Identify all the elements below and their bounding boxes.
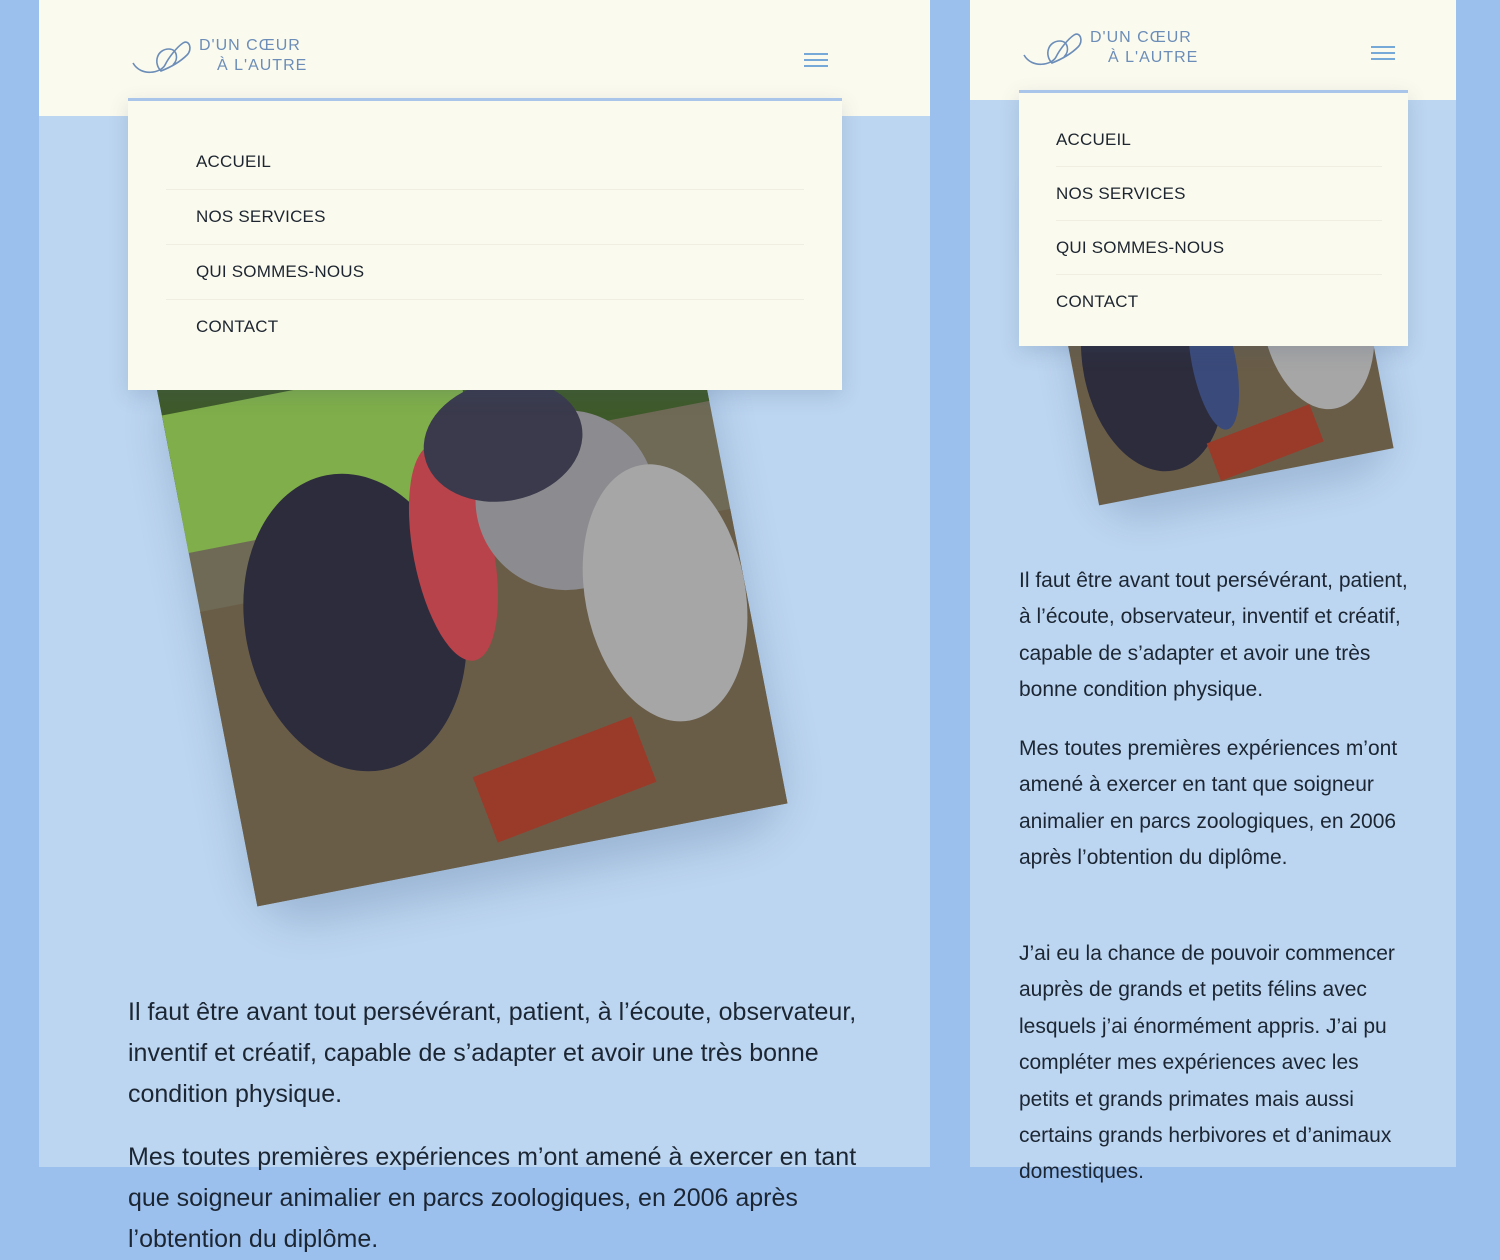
nav-item — [1056, 113, 1382, 167]
hamburger-line — [1371, 46, 1395, 48]
heart-logo-icon — [1022, 29, 1084, 67]
body-paragraph-2: Mes toutes premières expériences m’ont amené à exercer en tant que soigneur animalier en parcs zoologiques, en 2006 après l’obtention du diplôme. — [1019, 737, 1398, 870]
nav-item — [166, 190, 804, 245]
nav-item — [166, 135, 804, 190]
hamburger-line — [804, 65, 828, 67]
nav-link-accueil[interactable]: ACCUEIL — [196, 152, 272, 171]
nav-item — [166, 245, 804, 300]
hamburger-line — [804, 53, 828, 55]
mobile-nav-dropdown — [1019, 90, 1408, 346]
nav-item — [166, 300, 804, 354]
body-paragraph-2: Mes toutes premières expériences m’ont amené à exercer en tant que soigneur animalier en parcs zoologiques, en 2006 après l’obtention du diplôme. — [128, 1143, 857, 1253]
nav-link-nos-services[interactable]: NOS SERVICES — [196, 207, 326, 226]
nav-link-qui-sommes-nous[interactable]: QUI SOMMES-NOUS — [1056, 238, 1225, 257]
logo-line-2: À L'AUTRE — [1108, 49, 1199, 66]
nav-item — [1056, 167, 1382, 221]
logo-text — [1090, 28, 1198, 68]
mobile-nav-dropdown — [128, 98, 842, 390]
nav-link-contact[interactable]: CONTACT — [1056, 292, 1139, 311]
body-paragraph-1: Il faut être avant tout persévérant, patient, à l’écoute, observateur, inventif et créatif, capable de s’adapter et avoir une très bonne condition physique. — [128, 998, 857, 1108]
nav-link-nos-services[interactable]: NOS SERVICES — [1056, 184, 1186, 203]
site-header — [970, 0, 1456, 100]
heart-logo-icon — [131, 37, 193, 75]
nav-list — [166, 135, 804, 354]
logo-line-1: D'UN CŒUR — [199, 37, 301, 54]
nav-list — [1056, 113, 1382, 328]
phone-preview — [970, 0, 1456, 1184]
nav-item — [1056, 275, 1382, 328]
nav-link-contact[interactable]: CONTACT — [196, 317, 279, 336]
tablet-preview — [39, 0, 930, 1253]
nav-link-qui-sommes-nous[interactable]: QUI SOMMES-NOUS — [196, 262, 365, 281]
hamburger-menu-icon[interactable] — [804, 51, 828, 69]
nav-link-accueil[interactable]: ACCUEIL — [1056, 130, 1132, 149]
nav-item — [1056, 221, 1382, 275]
hamburger-line — [804, 59, 828, 61]
body-paragraph-1: Il faut être avant tout persévérant, patient, à l’écoute, observateur, inventif et créatif, capable de s’adapter et avoir une très bonne condition physique. — [1019, 569, 1408, 702]
site-logo[interactable] — [131, 36, 307, 76]
hamburger-menu-icon[interactable] — [1371, 44, 1395, 62]
body-paragraph-3: J’ai eu la chance de pouvoir commencer auprès de grands et petits félins avec lesquels j’ai énormément appris. J’ai pu compléter mes expériences avec les petits et grands primates mais aussi certains grands herbivores et d’animaux domestiques. — [1019, 942, 1395, 1184]
hamburger-line — [1371, 58, 1395, 60]
logo-line-2: À L'AUTRE — [217, 57, 308, 74]
hamburger-line — [1371, 52, 1395, 54]
logo-text — [199, 36, 307, 76]
site-logo[interactable] — [1022, 28, 1198, 68]
logo-line-1: D'UN CŒUR — [1090, 29, 1192, 46]
